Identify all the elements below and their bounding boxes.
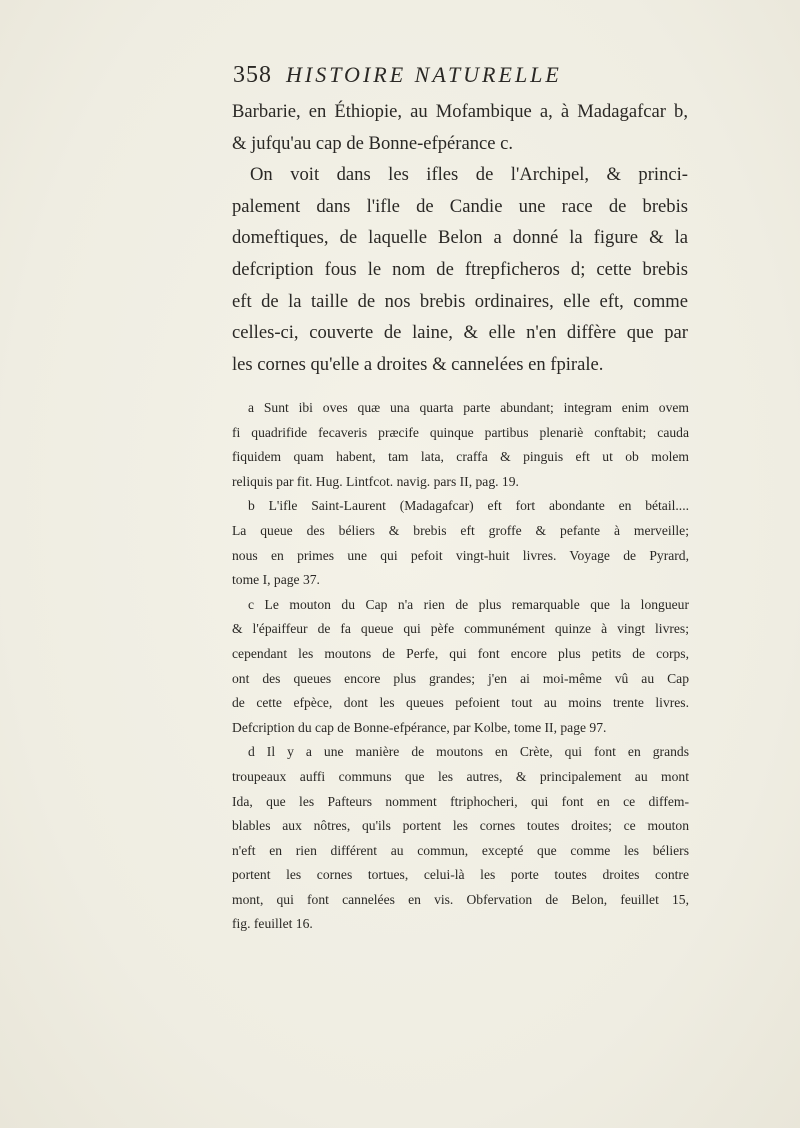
text-line: Barbarie, en Éthiopie, au Mofambique a, à Madagafcar b,	[232, 101, 688, 122]
footnote-line: Defcription du cap de Bonne-efpérance, par Kolbe, tome II, page 97.	[232, 719, 607, 735]
footnote-line: La queue des béliers & brebis eft groffe & pefante à merveille;	[232, 522, 689, 538]
page-number: 358	[233, 62, 272, 88]
footnote-line: fig. feuillet 16.	[232, 916, 313, 932]
footnote-line: troupeaux auffi communs que les autres, & principalement au mont	[232, 768, 689, 784]
footnote-line: d Il y a une manière de moutons en Crète, qui font en grands	[248, 744, 689, 760]
footnote-line: c Le mouton du Cap n'a rien de plus remarquable que la longueur	[248, 596, 689, 612]
text-line: On voit dans les ifles de l'Archipel, & princi-	[250, 164, 688, 186]
footnote-line: b L'ifle Saint-Laurent (Madagafcar) eft fort abondante en bétail....	[248, 498, 689, 514]
footnote-line: reliquis par fit. Hug. Lintfcot. navig. pars II, pag. 19.	[232, 473, 519, 489]
running-title: HISTOIRE NATURELLE	[286, 62, 562, 87]
footnotes	[232, 396, 689, 937]
footnote-line: de cette efpèce, dont les queues pefoient tout au moins trente livres.	[232, 695, 689, 711]
footnote-line: fi quadrifide fecaveris præcife quinque partibus plenariè conftabit; cauda	[232, 424, 689, 440]
footnote-line: a Sunt ibi oves quæ una quarta parte abundant; integram enim ovem	[248, 400, 689, 415]
footnote-line: mont, qui font cannelées en vis. Obfervation de Belon, feuillet 15,	[232, 891, 689, 907]
footnote-line: nous en primes une qui pefoit vingt-huit livres. Voyage de Pyrard,	[232, 547, 689, 563]
footnote-line: cependant les moutons de Perfe, qui font encore plus petits de corps,	[232, 645, 689, 661]
text-line: eft de la taille de nos brebis ordinaires, elle eft, comme	[232, 290, 688, 312]
footnote-line: portent les cornes tortues, celui-là les porte toutes droites contre	[232, 867, 689, 883]
main-text	[232, 96, 688, 380]
text-line: celles-ci, couverte de laine, & elle n'en diffère que par	[232, 322, 688, 344]
text-line: defcription fous le nom de ftrepficheros d; cette brebis	[232, 258, 688, 280]
page-header	[233, 62, 693, 96]
footnote-line: ont des queues encore plus grandes; j'en ai moi-même vû au Cap	[232, 670, 689, 686]
footnote-line: fiquidem quam habent, tam lata, craffa & pinguis eft ut ob molem	[232, 449, 689, 465]
footnote-line: tome I, page 37.	[232, 572, 320, 588]
footnote-line: blables aux nôtres, qu'ils portent les cornes toutes droites; ce mouton	[232, 818, 689, 834]
footnote-line: n'eft en rien différent au commun, excepté que comme les béliers	[232, 842, 689, 858]
footnote-line: Ida, que les Pafteurs nomment ftriphocheri, qui font en ce diffem-	[232, 793, 689, 809]
text-line: & jufqu'au cap de Bonne-efpérance c.	[232, 132, 514, 154]
footnote-line: & l'épaiffeur de fa queue qui pèfe communément quinze à vingt livres;	[232, 621, 689, 637]
text-line: domeftiques, de laquelle Belon a donné la figure & la	[232, 227, 688, 249]
text-line: palement dans l'ifle de Candie une race de brebis	[232, 195, 688, 217]
text-line: les cornes qu'elle a droites & cannelées en fpirale.	[232, 353, 604, 375]
